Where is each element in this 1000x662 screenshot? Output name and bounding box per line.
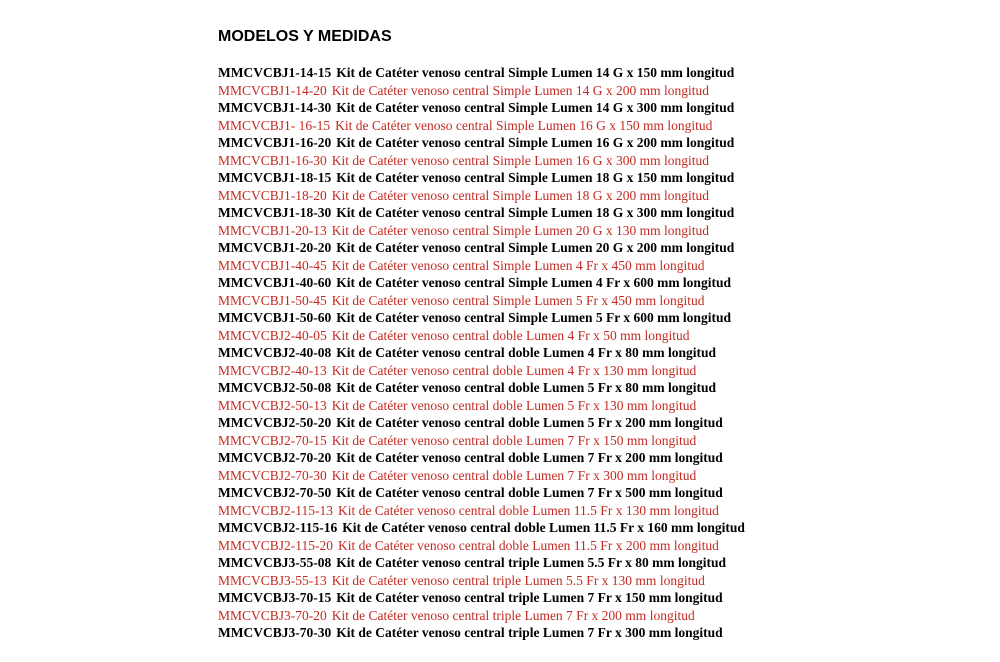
model-code: MMCVCBJ1-50-45 bbox=[218, 292, 327, 308]
model-row bbox=[218, 502, 745, 520]
model-description: Kit de Catéter venoso central doble Lumen 7 Fr x 200 mm longitud bbox=[336, 450, 723, 465]
model-code: MMCVCBJ1-20-20 bbox=[218, 240, 332, 255]
model-code: MMCVCBJ3-70-15 bbox=[218, 590, 332, 605]
model-row bbox=[218, 624, 745, 642]
model-code: MMCVCBJ1-50-60 bbox=[218, 310, 332, 325]
model-code: MMCVCBJ3-70-20 bbox=[218, 607, 327, 623]
model-description: Kit de Catéter venoso central doble Lumen 7 Fr x 500 mm longitud bbox=[336, 485, 723, 500]
model-code: MMCVCBJ1-14-30 bbox=[218, 100, 332, 115]
model-description: Kit de Catéter venoso central doble Lumen 4 Fr x 130 mm longitud bbox=[331, 362, 697, 378]
model-code: MMCVCBJ1-18-15 bbox=[218, 170, 332, 185]
model-code: MMCVCBJ1-20-13 bbox=[218, 222, 327, 238]
model-description: Kit de Catéter venoso central Simple Lumen 14 G x 150 mm longitud bbox=[336, 65, 735, 80]
model-row bbox=[218, 152, 745, 170]
model-description: Kit de Catéter venoso central Simple Lumen 16 G x 300 mm longitud bbox=[331, 152, 709, 168]
model-code: MMCVCBJ2-50-20 bbox=[218, 415, 332, 430]
model-row bbox=[218, 607, 745, 625]
model-description: Kit de Catéter venoso central Simple Lumen 5 Fr x 450 mm longitud bbox=[331, 292, 705, 308]
model-description: Kit de Catéter venoso central doble Lumen 7 Fr x 150 mm longitud bbox=[331, 432, 697, 448]
model-row bbox=[218, 187, 745, 205]
model-description: Kit de Catéter venoso central doble Lumen 7 Fr x 300 mm longitud bbox=[331, 467, 697, 483]
model-row bbox=[218, 589, 745, 607]
model-description: Kit de Catéter venoso central doble Lumen 5 Fr x 130 mm longitud bbox=[331, 397, 697, 413]
model-row bbox=[218, 82, 745, 100]
model-row bbox=[218, 117, 745, 135]
model-row bbox=[218, 344, 745, 362]
model-row bbox=[218, 414, 745, 432]
model-row bbox=[218, 519, 745, 537]
model-description: Kit de Catéter venoso central triple Lumen 7 Fr x 200 mm longitud bbox=[331, 607, 695, 623]
model-description: Kit de Catéter venoso central Simple Lumen 18 G x 300 mm longitud bbox=[336, 205, 735, 220]
model-row bbox=[218, 327, 745, 345]
model-row bbox=[218, 64, 745, 82]
model-code: MMCVCBJ1-40-45 bbox=[218, 257, 327, 273]
model-code: MMCVCBJ1-16-20 bbox=[218, 135, 332, 150]
model-description: Kit de Catéter venoso central Simple Lumen 18 G x 150 mm longitud bbox=[336, 170, 735, 185]
model-row bbox=[218, 309, 745, 327]
model-row bbox=[218, 554, 745, 572]
model-description: Kit de Catéter venoso central triple Lumen 5.5 Fr x 130 mm longitud bbox=[331, 572, 705, 588]
model-row bbox=[218, 222, 745, 240]
model-description: Kit de Catéter venoso central doble Lumen 4 Fr x 80 mm longitud bbox=[336, 345, 716, 360]
model-description: Kit de Catéter venoso central Simple Lumen 5 Fr x 600 mm longitud bbox=[336, 310, 731, 325]
model-description: Kit de Catéter venoso central Simple Lumen 18 G x 200 mm longitud bbox=[331, 187, 709, 203]
model-code: MMCVCBJ2-70-50 bbox=[218, 485, 332, 500]
model-code: MMCVCBJ1-18-20 bbox=[218, 187, 327, 203]
model-code: MMCVCBJ3-70-30 bbox=[218, 625, 332, 640]
model-code: MMCVCBJ2-50-13 bbox=[218, 397, 327, 413]
model-code: MMCVCBJ2-70-15 bbox=[218, 432, 327, 448]
model-list bbox=[218, 64, 745, 642]
model-code: MMCVCBJ2-40-13 bbox=[218, 362, 327, 378]
model-row bbox=[218, 537, 745, 555]
model-description: Kit de Catéter venoso central doble Lumen 4 Fr x 50 mm longitud bbox=[331, 327, 690, 343]
model-description: Kit de Catéter venoso central Simple Lumen 14 G x 300 mm longitud bbox=[336, 100, 735, 115]
model-code: MMCVCBJ2-70-30 bbox=[218, 467, 327, 483]
model-description: Kit de Catéter venoso central Simple Lumen 14 G x 200 mm longitud bbox=[331, 82, 709, 98]
model-description: Kit de Catéter venoso central triple Lumen 7 Fr x 150 mm longitud bbox=[336, 590, 723, 605]
model-description: Kit de Catéter venoso central Simple Lumen 16 G x 150 mm longitud bbox=[335, 117, 713, 133]
model-row bbox=[218, 484, 745, 502]
page-title: MODELOS Y MEDIDAS bbox=[218, 28, 392, 45]
model-code: MMCVCBJ3-55-08 bbox=[218, 555, 332, 570]
model-description: Kit de Catéter venoso central doble Lumen 5 Fr x 200 mm longitud bbox=[336, 415, 723, 430]
model-code: MMCVCBJ3-55-13 bbox=[218, 572, 327, 588]
model-row bbox=[218, 99, 745, 117]
model-code: MMCVCBJ2-115-16 bbox=[218, 520, 338, 535]
model-row bbox=[218, 274, 745, 292]
model-row bbox=[218, 239, 745, 257]
model-row bbox=[218, 292, 745, 310]
model-code: MMCVCBJ2-40-08 bbox=[218, 345, 332, 360]
model-row bbox=[218, 204, 745, 222]
model-description: Kit de Catéter venoso central Simple Lumen 16 G x 200 mm longitud bbox=[336, 135, 735, 150]
model-row bbox=[218, 572, 745, 590]
model-description: Kit de Catéter venoso central Simple Lumen 20 G x 130 mm longitud bbox=[331, 222, 709, 238]
model-code: MMCVCBJ1-18-30 bbox=[218, 205, 332, 220]
model-description: Kit de Catéter venoso central doble Lumen 11.5 Fr x 160 mm longitud bbox=[342, 520, 745, 535]
model-code: MMCVCBJ1-16-30 bbox=[218, 152, 327, 168]
model-description: Kit de Catéter venoso central doble Lumen 5 Fr x 80 mm longitud bbox=[336, 380, 716, 395]
model-code: MMCVCBJ2-40-05 bbox=[218, 327, 327, 343]
model-row bbox=[218, 397, 745, 415]
model-row bbox=[218, 467, 745, 485]
model-code: MMCVCBJ2-70-20 bbox=[218, 450, 332, 465]
model-row bbox=[218, 449, 745, 467]
model-code: MMCVCBJ2-50-08 bbox=[218, 380, 332, 395]
model-row bbox=[218, 432, 745, 450]
model-code: MMCVCBJ2-115-20 bbox=[218, 537, 334, 553]
model-row bbox=[218, 379, 745, 397]
model-description: Kit de Catéter venoso central Simple Lumen 4 Fr x 450 mm longitud bbox=[331, 257, 705, 273]
model-row bbox=[218, 362, 745, 380]
model-row bbox=[218, 134, 745, 152]
model-code: MMCVCBJ1- 16-15 bbox=[218, 117, 331, 133]
model-row bbox=[218, 169, 745, 187]
model-description: Kit de Catéter venoso central doble Lumen 11.5 Fr x 200 mm longitud bbox=[338, 537, 719, 553]
model-description: Kit de Catéter venoso central doble Lumen 11.5 Fr x 130 mm longitud bbox=[338, 502, 719, 518]
model-description: Kit de Catéter venoso central triple Lumen 7 Fr x 300 mm longitud bbox=[336, 625, 723, 640]
model-description: Kit de Catéter venoso central Simple Lumen 4 Fr x 600 mm longitud bbox=[336, 275, 731, 290]
model-row bbox=[218, 257, 745, 275]
model-code: MMCVCBJ1-14-15 bbox=[218, 65, 332, 80]
model-code: MMCVCBJ1-14-20 bbox=[218, 82, 327, 98]
model-code: MMCVCBJ1-40-60 bbox=[218, 275, 332, 290]
model-description: Kit de Catéter venoso central Simple Lumen 20 G x 200 mm longitud bbox=[336, 240, 735, 255]
model-code: MMCVCBJ2-115-13 bbox=[218, 502, 334, 518]
model-description: Kit de Catéter venoso central triple Lumen 5.5 Fr x 80 mm longitud bbox=[336, 555, 727, 570]
